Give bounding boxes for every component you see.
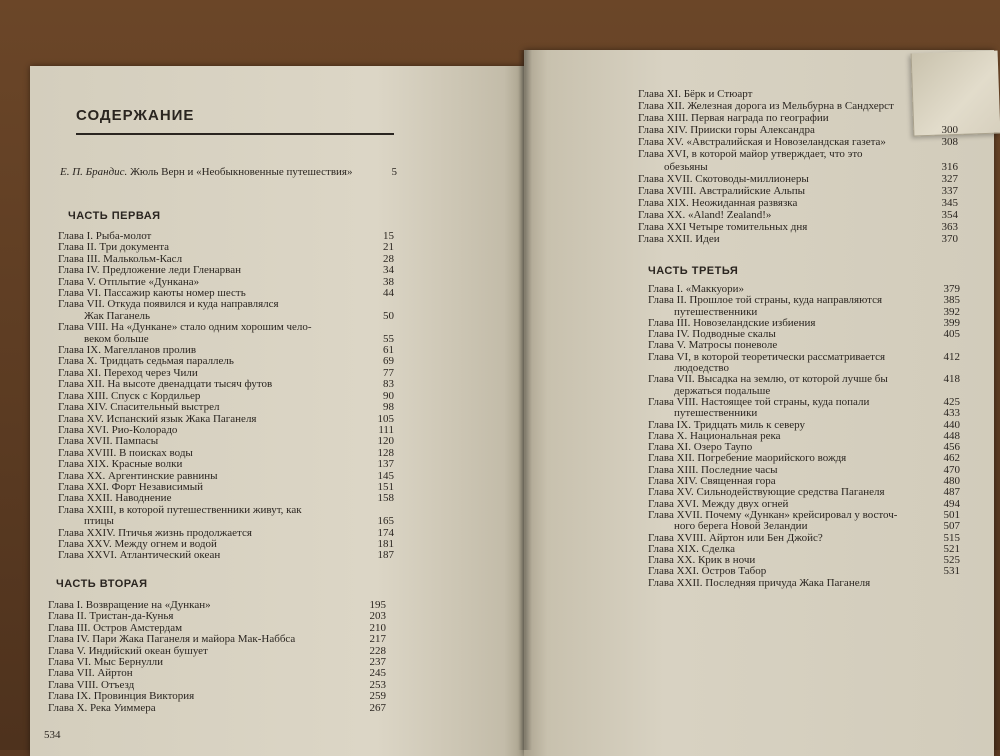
- toc-row: [58, 459, 394, 470]
- toc-row-title: Глава X. Национальная река: [648, 429, 781, 442]
- toc-row-title: Глава IV. Пари Жака Паганеля и майора Мак-Наббса: [48, 633, 296, 646]
- toc-row-title: Глава XVII. Пампасы: [58, 435, 159, 448]
- toc-row-page: 267: [369, 701, 386, 714]
- toc-row-title: Глава XXI Четыре томительных дня: [638, 221, 808, 234]
- toc-row-title: путешественники: [674, 305, 758, 318]
- toc-row-page: 308: [941, 136, 958, 149]
- toc-row-page: 151: [377, 480, 394, 493]
- toc-row-page: 237: [369, 656, 386, 669]
- toc-row-page: 462: [943, 452, 960, 465]
- toc-row: [58, 379, 394, 390]
- toc-row-page: 525: [943, 554, 960, 567]
- toc-row: [638, 233, 958, 245]
- toc-row: [58, 516, 394, 527]
- toc-row-title: Глава XVI. Между двух огней: [648, 497, 789, 510]
- toc-row-title: Глава X. Река Уиммера: [48, 701, 156, 714]
- toc-row-title: Глава XIX. Красные волки: [58, 458, 183, 471]
- toc-row-title: людоедство: [674, 362, 730, 375]
- toc-row-page: 300: [941, 124, 958, 137]
- toc-row-title: Глава XXIV. Птичья жизнь продолжается: [58, 526, 252, 539]
- part-two-continued-list: [638, 88, 958, 245]
- toc-row-title: Глава X. Тридцать седьмая параллель: [58, 355, 234, 368]
- toc-row-title: держаться подальше: [674, 384, 771, 397]
- toc-row: [638, 100, 958, 112]
- toc-row-title: Глава II. Три документа: [58, 241, 170, 254]
- toc-row-title: Глава III. Малькольм-Касл: [58, 252, 183, 265]
- toc-row-title: веком больше: [84, 332, 149, 345]
- toc-row-page: 181: [377, 537, 394, 550]
- toc-row-title: Глава XX. Аргентинские равнины: [58, 469, 218, 482]
- toc-row-page: 61: [383, 344, 394, 357]
- part-three-heading: ЧАСТЬ ТРЕТЬЯ: [648, 265, 739, 277]
- toc-row-page: 412: [943, 350, 960, 363]
- toc-row: [648, 487, 960, 498]
- toc-row-page: 259: [369, 690, 386, 703]
- toc-row-title: Глава V. Матросы поневоле: [648, 339, 778, 352]
- toc-row-title: Глава XVIII. Австралийские Альпы: [638, 184, 806, 197]
- toc-row-page: 515: [943, 531, 960, 544]
- toc-row-title: Глава XIV. Прииски горы Александра: [638, 124, 815, 137]
- part-two-heading: ЧАСТЬ ВТОРАЯ: [56, 578, 148, 590]
- toc-row-title: путешественники: [674, 407, 758, 420]
- toc-row-page: 77: [383, 366, 394, 379]
- toc-row-title: Глава XII. Железная дорога из Мельбурна в Сандхерст: [638, 100, 894, 113]
- toc-row-title: Глава XVI. Рио-Колорадо: [58, 423, 178, 436]
- toc-row-title: Глава XI. Переход через Чили: [58, 366, 198, 379]
- toc-row-page: 210: [369, 621, 386, 634]
- toc-row-title: Глава XVI, в которой майор утверждает, что это: [638, 148, 863, 161]
- page-number: 534: [44, 729, 61, 741]
- toc-row-page: 69: [383, 355, 394, 368]
- toc-row: [638, 88, 958, 100]
- toc-row-title: Глава XVII. Почему «Дункан» крейсировал у восточ-: [648, 508, 898, 521]
- toc-row: [48, 691, 386, 702]
- toc-row-page: 399: [943, 316, 960, 329]
- toc-row-title: Глава XX. «Aland! Zealand!»: [638, 208, 772, 221]
- toc-row-page: 44: [383, 287, 394, 300]
- toc-row: [638, 197, 958, 209]
- toc-row-title: Глава IX. Провинция Виктория: [48, 690, 195, 703]
- toc-row-page: 195: [369, 599, 386, 611]
- toc-row-title: Глава XIII. Последние часы: [648, 463, 778, 476]
- toc-row-page: 425: [943, 395, 960, 408]
- toc-row-page: 158: [377, 492, 394, 505]
- toc-row: [638, 173, 958, 185]
- toc-row: [638, 221, 958, 233]
- toc-row-page: 480: [943, 475, 960, 488]
- intro-text: Жюль Верн и «Необыкновенные путешествия»: [130, 166, 353, 178]
- toc-row-title: Глава I. «Маккуори»: [648, 283, 745, 295]
- toc-row-page: 15: [383, 230, 394, 242]
- toc-row-title: Глава XIII. Первая награда по географии: [638, 112, 829, 125]
- toc-row-page: 531: [943, 565, 960, 578]
- toc-row-page: 370: [941, 233, 958, 246]
- toc-row-title: Глава XVII. Скотоводы-миллионеры: [638, 172, 809, 185]
- toc-row-title: Глава XI. Бёрк и Стюарт: [638, 88, 753, 100]
- toc-row-title: Глава VIII. На «Дункане» стало одним хорошим чело-: [58, 321, 312, 334]
- toc-row-page: 34: [383, 264, 394, 277]
- toc-row: [48, 634, 386, 645]
- toc-row-title: Глава XIII. Спуск с Кордильер: [58, 389, 201, 402]
- toc-row-page: 111: [378, 423, 394, 436]
- toc-row-title: Глава IX. Магелланов пролив: [58, 344, 197, 357]
- toc-row: [58, 265, 394, 276]
- toc-row-page: 165: [377, 515, 394, 528]
- contents-title: СОДЕРЖАНИЕ: [76, 107, 195, 124]
- toc-row-title: Глава XXI. Форт Независимый: [58, 480, 204, 493]
- toc-row-title: Глава XVIII. Айртон или Бен Джойс?: [648, 531, 823, 544]
- toc-row: [648, 521, 960, 532]
- toc-row: [648, 295, 960, 306]
- toc-row-page: 187: [377, 549, 394, 562]
- toc-row-title: Глава XV. Сильнодействующие средства Паганеля: [648, 486, 885, 499]
- toc-row-title: Глава XXI. Остров Табор: [648, 565, 767, 578]
- toc-row-page: 392: [943, 305, 960, 318]
- toc-row-title: Глава VI, в которой теоретически рассматривается: [648, 350, 886, 363]
- toc-row-page: 137: [377, 458, 394, 471]
- toc-row-title: Глава XV. Испанский язык Жака Паганеля: [58, 412, 257, 425]
- toc-row-page: 21: [383, 241, 394, 254]
- toc-row-page: 448: [943, 429, 960, 442]
- toc-row-page: 470: [943, 463, 960, 476]
- toc-row-title: Глава V. Индийский океан бушует: [48, 644, 208, 657]
- toc-row-page: 405: [943, 328, 960, 341]
- toc-row-title: Глава XV. «Австралийская и Новозеландская газета»: [638, 136, 886, 149]
- toc-row-title: Глава III. Остров Амстердам: [48, 621, 183, 634]
- toc-row-page: 245: [369, 667, 386, 680]
- toc-row-page: 379: [943, 283, 960, 295]
- toc-row-title: Глава V. Отплытие «Дункана»: [58, 275, 200, 288]
- toc-row-page: 433: [943, 407, 960, 420]
- toc-row: [648, 374, 960, 385]
- toc-row-title: ного берега Новой Зеландии: [674, 520, 808, 533]
- part-one-heading: ЧАСТЬ ПЕРВАЯ: [68, 210, 161, 222]
- toc-row-page: 90: [383, 389, 394, 402]
- toc-row-title: Глава VI. Пассажир каюты номер шесть: [58, 287, 246, 300]
- toc-row-page: 105: [377, 412, 394, 425]
- intro-page: 5: [391, 166, 397, 178]
- toc-row: [638, 124, 958, 136]
- toc-row-page: 55: [383, 332, 394, 345]
- toc-row-title: Глава VII. Высадка на землю, от которой лучше бы: [648, 373, 888, 386]
- part-one-list: [58, 231, 394, 562]
- toc-row-title: Глава XIV. Священная гора: [648, 475, 776, 488]
- toc-row: [638, 112, 958, 124]
- intro-author: Е. П. Брандис.: [60, 166, 128, 178]
- toc-row: [58, 436, 394, 447]
- toc-row-title: Глава VI. Мыс Бернулли: [48, 656, 163, 669]
- toc-row-title: Глава XIX. Сделка: [648, 542, 736, 555]
- toc-row-title: Глава XIX. Неожиданная развязка: [638, 196, 798, 209]
- intro-entry: [60, 165, 397, 179]
- toc-row: [58, 550, 394, 561]
- toc-row-title: Глава XXIII, в которой путешественники живут, как: [58, 503, 302, 516]
- toc-row: [58, 402, 394, 413]
- book-gutter: [518, 50, 532, 750]
- toc-row-page: 327: [941, 172, 958, 185]
- toc-row-page: 337: [941, 184, 958, 197]
- toc-row-page: 203: [369, 610, 386, 623]
- toc-row-title: Глава II. Тристан-да-Кунья: [48, 610, 174, 623]
- toc-row: [648, 578, 960, 589]
- toc-row-title: обезьяны: [664, 160, 708, 173]
- toc-row: [648, 408, 960, 419]
- toc-row-page: 38: [383, 275, 394, 288]
- toc-row-page: 363: [941, 221, 958, 234]
- toc-row: [638, 209, 958, 221]
- toc-row-page: 98: [383, 401, 394, 414]
- toc-row-title: Глава XIV. Спасительный выстрел: [58, 401, 220, 414]
- toc-row-page: 385: [943, 294, 960, 307]
- part-three-list: [648, 284, 960, 589]
- toc-row: [638, 185, 958, 197]
- toc-row-page: 145: [377, 469, 394, 482]
- toc-row-title: Глава XXV. Между огнем и водой: [58, 537, 217, 550]
- toc-row-title: Глава XXII. Идеи: [638, 233, 720, 246]
- title-rule: [76, 133, 394, 135]
- toc-row-title: Глава XII. На высоте двенадцати тысяч футов: [58, 378, 273, 391]
- toc-row-page: 120: [377, 435, 394, 448]
- toc-row: [58, 322, 394, 333]
- toc-row-title: Глава VIII. Настоящее той страны, куда попали: [648, 395, 870, 408]
- toc-row-page: 456: [943, 441, 960, 454]
- toc-row-title: Глава XXVI. Атлантический океан: [58, 549, 221, 562]
- toc-row: [638, 148, 958, 160]
- toc-row-title: Глава VII. Откуда появился и куда направлялся: [58, 298, 279, 311]
- toc-row-title: Глава I. Возвращение на «Дункан»: [48, 599, 211, 611]
- toc-row-title: Глава III. Новозеландские избиения: [648, 316, 816, 329]
- part-two-list: [48, 600, 386, 714]
- toc-row-page: 217: [369, 633, 386, 646]
- toc-row-page: 501: [943, 508, 960, 521]
- toc-row-title: Глава II. Прошлое той страны, куда направляются: [648, 294, 883, 307]
- toc-row-page: 83: [383, 378, 394, 391]
- toc-row-page: 253: [369, 678, 386, 691]
- toc-row: [638, 161, 958, 173]
- toc-row-title: птицы: [84, 515, 114, 528]
- toc-row-page: 354: [941, 208, 958, 221]
- toc-row-title: Глава XII. Погребение маорийского вождя: [648, 452, 847, 465]
- toc-row-page: 507: [943, 520, 960, 533]
- toc-row: [638, 136, 958, 148]
- toc-row-page: 345: [941, 196, 958, 209]
- toc-row-title: Глава XVIII. В поисках воды: [58, 446, 193, 459]
- toc-row-page: 174: [377, 526, 394, 539]
- toc-row-page: 128: [377, 446, 394, 459]
- toc-row: [48, 703, 386, 714]
- toc-row-title: Глава XI. Озеро Таупо: [648, 441, 753, 454]
- toc-row-title: Глава VII. Айртон: [48, 667, 133, 680]
- toc-row-page: 228: [369, 644, 386, 657]
- toc-row-title: Глава I. Рыба-молот: [58, 230, 152, 242]
- toc-row-page: 28: [383, 252, 394, 265]
- toc-row-page: 521: [943, 542, 960, 555]
- toc-row-title: Глава XXII. Наводнение: [58, 492, 172, 505]
- toc-row-title: Глава IV. Предложение леди Гленарван: [58, 264, 241, 277]
- toc-row-page: 440: [943, 418, 960, 431]
- toc-row-page: 494: [943, 497, 960, 510]
- toc-row-page: 487: [943, 486, 960, 499]
- toc-row-title: Глава VIII. Отъезд: [48, 678, 135, 691]
- toc-row-title: Глава XXII. Последняя причуда Жака Паганеля: [648, 576, 871, 589]
- toc-row-page: 418: [943, 373, 960, 386]
- toc-row-page: 50: [383, 309, 394, 322]
- toc-row-title: Жак Паганель: [84, 309, 151, 322]
- toc-row-title: Глава XX. Крик в ночи: [648, 554, 756, 567]
- toc-row-title: Глава IX. Тридцать миль к северу: [648, 418, 805, 431]
- toc-row-title: Глава IV. Подводные скалы: [648, 328, 776, 341]
- toc-row-page: 316: [941, 160, 958, 173]
